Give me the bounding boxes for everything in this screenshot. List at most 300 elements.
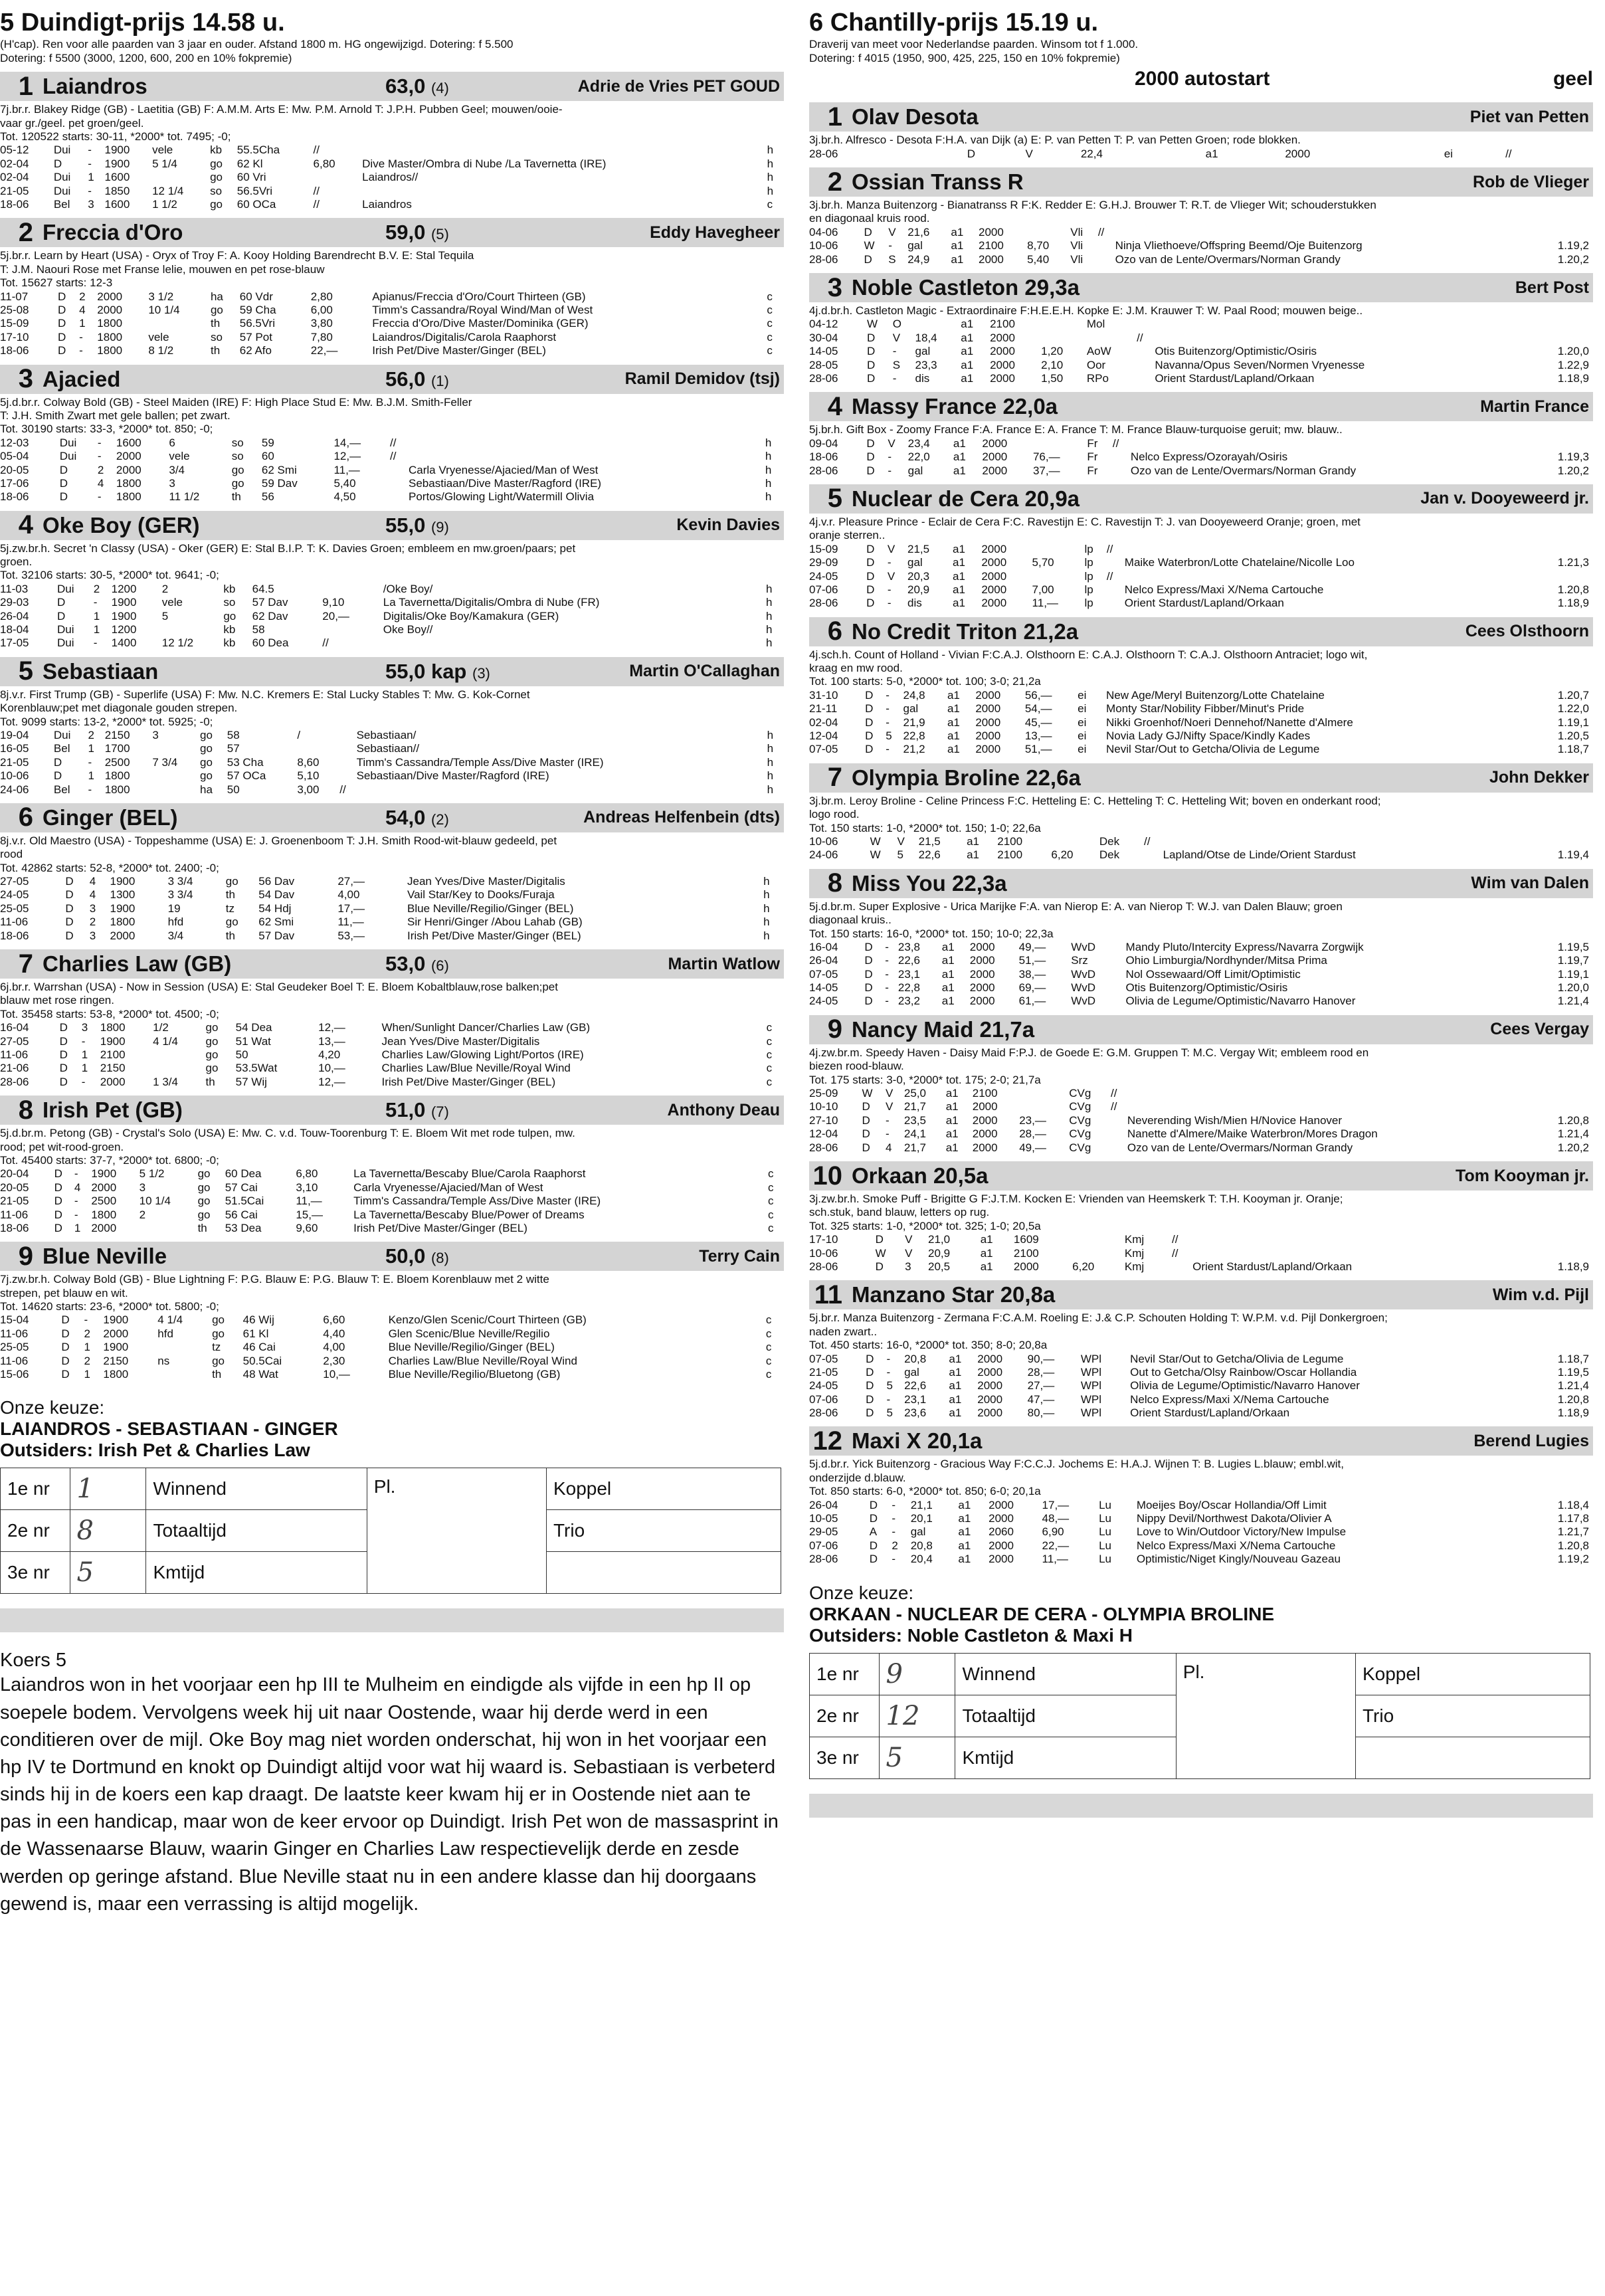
form-cell: 1.19,2: [1557, 239, 1589, 252]
form-cell: 1.18,9: [1557, 1406, 1589, 1420]
form-cell: h: [763, 915, 770, 929]
form-cell: a1: [949, 1392, 962, 1406]
horse-entry: [809, 617, 1593, 757]
form-cell: Lu: [1099, 1553, 1112, 1566]
form-cell: 30-04: [809, 331, 838, 344]
form-cell: 1900: [110, 902, 136, 915]
form-cell: a1: [941, 954, 955, 967]
form-cell: 1900: [103, 1313, 129, 1327]
form-cell: 2000: [982, 450, 1008, 464]
form-cell: 22,6: [918, 848, 941, 862]
form-cell: D: [866, 1365, 874, 1379]
form-cell: D: [53, 755, 62, 769]
form-cell: 15,—: [296, 1208, 323, 1221]
form-cell: S: [892, 358, 901, 371]
form-cell: 17-05: [0, 636, 29, 650]
form-cell: 59 Dav: [261, 476, 298, 490]
form-cell: W: [862, 1087, 873, 1100]
form-cell: a1: [945, 1141, 959, 1154]
form-cell: 17-10: [0, 330, 29, 343]
form-cell: 21,2: [903, 743, 925, 756]
form-cell: 60 OCa: [236, 198, 276, 211]
form-cell: 1.22,9: [1557, 358, 1589, 371]
form-cell: 2000: [972, 1113, 998, 1127]
form-cell: 2000: [1285, 147, 1311, 160]
choice-main: ORKAAN - NUCLEAR DE CERA - OLYMPIA BROLINE: [809, 1603, 1275, 1624]
form-cell: -: [886, 1352, 891, 1365]
form-cell: 2150: [100, 1062, 126, 1075]
form-cell: Charlies Law/Blue Neville/Royal Wind: [381, 1062, 571, 1075]
form-cell: Sebastiaan/: [356, 728, 417, 741]
horse-header: [809, 763, 1593, 793]
jockey-name: Adrie de Vries PET GOUD: [577, 76, 780, 96]
horse-description: [0, 688, 784, 729]
form-cell: 1.19,1: [1557, 967, 1589, 981]
form-cell: h: [763, 875, 770, 888]
form-cell: WvD: [1071, 995, 1096, 1008]
horse-weight: [385, 952, 449, 976]
form-cell: h: [765, 436, 772, 449]
bet-handwritten-entry[interactable]: 5: [879, 1737, 955, 1778]
bet-form: [0, 1468, 781, 1594]
form-cell: c: [767, 330, 773, 343]
form-cell: 1: [81, 1062, 88, 1075]
form-cell: 07-06: [809, 1539, 838, 1552]
form-row: [809, 1233, 1593, 1246]
form-cell: a1: [961, 345, 974, 358]
form-cell: 27-05: [0, 875, 29, 888]
form-row: [809, 464, 1593, 478]
form-cell: 11-07: [0, 290, 29, 303]
form-cell: 2000: [978, 252, 1004, 266]
form-cell: 20,8: [904, 1352, 927, 1365]
form-cell: a1: [941, 981, 955, 995]
form-cell: kb: [223, 623, 236, 636]
form-row: [809, 556, 1593, 569]
form-cell: 28-06: [809, 1260, 838, 1273]
form-cell: [1051, 835, 1099, 848]
bet-handwritten-entry[interactable]: 5: [70, 1552, 146, 1594]
form-cell: D: [54, 1195, 62, 1208]
form-cell: //: [1143, 834, 1151, 848]
description-line: Tot. 325 starts: 1-0, *2000* tot. 325; 1-0; 20,5a: [809, 1219, 1041, 1232]
form-cell: 3,10: [296, 1181, 318, 1194]
form-cell: 5,70: [1032, 556, 1054, 569]
form-row: [0, 1167, 784, 1181]
form-cell: c: [767, 198, 773, 211]
form-cell: -: [888, 464, 892, 477]
form-cell: 1600: [104, 171, 130, 184]
form-cell: 25-09: [809, 1087, 838, 1100]
form-cell: 19-04: [0, 728, 29, 741]
form-cell: 25-08: [0, 303, 29, 316]
bet-form: [809, 1653, 1590, 1779]
form-row: [0, 1208, 784, 1222]
form-cell: [1099, 689, 1106, 702]
horse-weight: [385, 367, 449, 391]
description-line: 6j.br.r. Warrshan (USA) - Now in Session (USA) E: Stal Geudeker Boel T: E. Bloem Kobaltblauw,rose balken;pet: [0, 981, 558, 994]
form-cell: 3: [152, 728, 159, 741]
form-cell: 1.19,7: [1557, 954, 1589, 967]
form-cell: D: [56, 609, 66, 622]
form-cell: [157, 1368, 212, 1381]
form-cell: 5: [886, 729, 892, 743]
form-table: [809, 1087, 1593, 1155]
form-cell: Monty Star/Nobility Fibber/Minut's Pride: [1106, 702, 1305, 716]
form-cell: [1107, 597, 1125, 610]
form-cell: La Tavernetta/Digitalis/Ombra di Nube (FR): [383, 596, 600, 609]
form-cell: gal: [907, 239, 923, 252]
form-cell: a1: [952, 556, 965, 569]
form-cell: 1 1/2: [152, 198, 177, 211]
form-cell: 11 1/2: [169, 490, 200, 504]
form-cell: [1119, 981, 1125, 995]
form-cell: gal: [904, 1365, 919, 1379]
horse-name: Ajacied: [43, 366, 121, 391]
form-table: [0, 144, 784, 211]
form-cell: 24-06: [809, 848, 838, 862]
form-cell: W: [870, 848, 881, 862]
description-line: 4j.sch.h. Count of Holland - Vivian F:C.A.J. Olsthoorn E: C.A.J. Olsthoorn T: C.A.J. Olsthoorn Antraciet; logo wit,: [809, 648, 1368, 661]
form-cell: 1800: [97, 344, 123, 357]
form-cell: -: [97, 436, 102, 449]
form-cell: 1400: [111, 636, 137, 650]
description-line: Tot. 15627 starts: 12-3: [0, 276, 113, 290]
form-cell: lp: [1084, 542, 1093, 555]
form-cell: Nol Ossewaard/Off Limit/Optimistic: [1125, 967, 1301, 981]
form-cell: c: [765, 1368, 772, 1381]
form-cell: h: [767, 144, 774, 157]
bet-handwritten-entry[interactable]: 9: [879, 1653, 955, 1695]
form-cell: //: [1106, 542, 1113, 555]
description-line: Tot. 30190 starts: 33-3, *2000* tot. 850; -0;: [0, 423, 213, 436]
start-position: (3): [472, 664, 490, 682]
jockey-name: Cees Vergay: [1490, 1020, 1589, 1039]
form-cell: [1555, 147, 1574, 161]
horse-weight: [385, 1244, 449, 1268]
form-row: [0, 1313, 784, 1327]
form-cell: -: [88, 184, 92, 197]
horse-number: 9: [827, 1014, 842, 1044]
form-cell: lp: [1084, 569, 1093, 583]
form-cell: [1098, 239, 1115, 252]
form-cell: 11,—: [337, 915, 364, 929]
form-table: [809, 1499, 1593, 1567]
horse-entry: [0, 218, 784, 357]
race-title: 5 Duindigt-prijs 14.58 u.: [0, 9, 285, 37]
bet-handwritten-entry[interactable]: 12: [879, 1695, 955, 1737]
form-cell: Bel: [53, 742, 70, 755]
form-cell: 24-05: [0, 888, 29, 902]
weight-value: 50,0: [385, 1244, 426, 1268]
weight-value: 59,0: [385, 221, 426, 244]
form-cell: 4 1/4: [153, 1034, 178, 1048]
form-cell: 4,00: [323, 1341, 345, 1354]
form-cell: c: [766, 1062, 773, 1075]
form-cell: D: [59, 1075, 68, 1088]
form-cell: Out to Getcha/Olsy Rainbow/Oscar Hollandia: [1130, 1365, 1357, 1379]
form-row: [809, 1087, 1593, 1100]
form-cell: 10-10: [809, 1100, 838, 1113]
form-cell: Dui: [53, 144, 71, 157]
form-cell: [1527, 835, 1593, 848]
jockey-name: Bert Post: [1515, 278, 1589, 297]
form-cell: go: [212, 1354, 225, 1367]
bet-handwritten-entry[interactable]: 1: [70, 1468, 146, 1510]
form-cell: [399, 915, 407, 929]
form-cell: 18-06: [0, 344, 29, 357]
form-cell: [1107, 583, 1125, 597]
form-cell: a1: [961, 331, 974, 344]
form-cell: [1119, 968, 1125, 981]
form-cell: [1531, 543, 1593, 556]
form-cell: so: [210, 184, 223, 197]
form-cell: 2000: [990, 358, 1015, 371]
form-row: [0, 1035, 784, 1048]
form-cell: //: [313, 198, 320, 211]
form-cell: h: [766, 582, 773, 595]
form-cell: 1200: [111, 582, 137, 595]
form-cell: kb: [210, 144, 223, 157]
form-cell: 1.20,8: [1557, 1392, 1589, 1406]
form-cell: 2000: [103, 1327, 129, 1340]
description-line: Tot. 150 starts: 1-0, *2000* tot. 150; 1-0; 22,6a: [809, 821, 1041, 834]
form-row: [809, 1512, 1593, 1525]
form-cell: 21-05: [0, 1195, 29, 1208]
form-cell: 23,3: [915, 358, 937, 371]
horse-number: 6: [18, 803, 33, 832]
form-cell: 1900: [100, 1034, 126, 1048]
description-line: rood: [0, 848, 23, 861]
form-cell: D: [57, 344, 66, 357]
form-cell: a1: [967, 834, 979, 848]
form-cell: 14-05: [809, 981, 838, 995]
form-row: [809, 437, 1593, 450]
form-cell: Irish Pet/Dive Master/Ginger (BEL): [381, 1075, 556, 1088]
horse-entry: [809, 167, 1593, 266]
form-cell: V: [885, 1087, 894, 1100]
form-cell: [362, 185, 767, 198]
form-cell: //: [1111, 1100, 1117, 1113]
form-cell: 28,—: [1019, 1127, 1046, 1141]
form-cell: 1.20,8: [1557, 1539, 1589, 1552]
form-row: [809, 689, 1593, 702]
form-cell: tz: [212, 1341, 221, 1354]
form-cell: vele: [169, 450, 190, 463]
form-cell: 76,—: [1032, 450, 1060, 464]
form-cell: -: [93, 596, 98, 609]
jockey-name: Cees Olsthoorn: [1465, 622, 1589, 641]
form-cell: [1099, 729, 1106, 743]
form-cell: Nelco Express/Ozorayah/Osiris: [1130, 450, 1288, 464]
horse-description: [809, 304, 1593, 318]
bet-row-label: 2e nr: [810, 1695, 880, 1737]
form-cell: 1.20,8: [1557, 583, 1589, 596]
form-cell: [381, 1355, 388, 1368]
form-cell: 69,—: [1018, 981, 1046, 995]
form-cell: a1: [947, 702, 960, 716]
form-cell: 5 1/2: [139, 1167, 165, 1181]
form-cell: Nanette d'Almere/Maike Waterbron/Mores Dragon: [1127, 1127, 1378, 1141]
form-cell: 10,—: [318, 1062, 345, 1075]
form-cell: Optimistic/Niget Kingly/Nouveau Gazeau: [1136, 1553, 1341, 1566]
form-table: [809, 147, 1593, 161]
form-cell: 1.20,0: [1557, 981, 1589, 995]
form-cell: 1,20: [1041, 345, 1064, 358]
form-cell: h: [767, 171, 774, 184]
form-row: [0, 198, 784, 211]
form-cell: 15-06: [0, 1368, 29, 1381]
description-line: 4j.v.r. Pleasure Prince - Eclair de Cera F:C. Ravestijn E: C. Ravestijn T: J. van Dooyeweerd Oranje; groen, met: [809, 515, 1361, 528]
form-cell: //: [339, 783, 346, 796]
form-row: [809, 570, 1593, 583]
horse-header: [0, 365, 784, 394]
form-cell: D: [56, 596, 66, 609]
form-cell: [297, 742, 339, 755]
form-cell: 21,0: [927, 1233, 951, 1246]
form-cell: 1.21,7: [1557, 1525, 1589, 1539]
form-row: [0, 144, 784, 157]
form-cell: 2000: [975, 702, 1001, 716]
form-cell: [383, 636, 766, 650]
horse-entry: [0, 949, 784, 1089]
form-cell: h: [767, 755, 774, 769]
form-cell: dis: [907, 597, 922, 610]
form-cell: 1.18,4: [1557, 1498, 1589, 1511]
horse-description: [0, 103, 784, 144]
form-cell: D: [864, 981, 873, 995]
description-line: logo rood.: [809, 808, 860, 821]
horse-description: [0, 1127, 784, 1167]
form-cell: Jean Yves/Dive Master/Digitalis: [381, 1034, 540, 1048]
form-row: [809, 543, 1593, 556]
form-cell: [365, 304, 373, 317]
horse-header: [809, 167, 1593, 197]
form-cell: Dui: [59, 450, 77, 463]
horse-number: 6: [827, 617, 842, 646]
form-cell: [1125, 570, 1532, 583]
horse-header: [0, 803, 784, 832]
horse-weight: [385, 806, 449, 830]
form-cell: 53,—: [337, 929, 365, 942]
form-cell: CVg: [1069, 1113, 1091, 1127]
form-cell: ha: [210, 290, 223, 303]
form-cell: [1123, 1366, 1130, 1379]
form-cell: so: [231, 436, 244, 449]
form-cell: 59: [261, 436, 274, 449]
form-cell: [376, 623, 383, 636]
horse-name: Orkaan 20,5a: [852, 1163, 989, 1188]
form-cell: 11-06: [0, 1208, 29, 1221]
form-cell: 2000: [100, 1075, 126, 1088]
form-cell: V: [905, 1246, 913, 1260]
form-cell: 54 Dea: [235, 1021, 272, 1034]
form-cell: 7 3/4: [152, 755, 178, 769]
form-cell: [1113, 450, 1131, 464]
form-cell: -: [892, 1498, 896, 1511]
form-cell: 20-04: [0, 1167, 29, 1181]
form-table: [809, 1353, 1593, 1420]
form-cell: 58: [227, 728, 240, 741]
form-cell: Sebastiaan/Dive Master/Ragford (IRE): [409, 476, 602, 490]
description-line: 5j.d.br.r. Yick Buitenzorg - Gracious Way F:C.C.J. Jochems E: H.A.J. Wijnen T: B. Lugies L.blauw; embl.wit,: [809, 1458, 1344, 1471]
form-cell: 13,—: [1024, 729, 1052, 743]
form-cell: 25-05: [0, 902, 29, 915]
form-cell: Orient Stardust/Lapland/Orkaan: [1124, 597, 1284, 610]
form-cell: 50: [235, 1048, 248, 1061]
horse-number: 7: [827, 763, 842, 793]
description-line: Tot. 42862 starts: 52-8, *2000* tot. 2400; -0;: [0, 861, 219, 874]
form-cell: V: [1025, 147, 1033, 160]
form-cell: 28-06: [0, 1075, 29, 1088]
form-cell: a1: [941, 995, 955, 1008]
form-cell: 45,—: [1024, 716, 1052, 729]
weight-value: 53,0: [385, 952, 426, 976]
form-cell: [1531, 332, 1593, 345]
form-cell: 21-05: [0, 184, 29, 197]
form-cell: Otis Buitenzorg/Optimistic/Osiris: [1155, 345, 1317, 358]
horse-number: 4: [827, 391, 842, 421]
horse-header: [0, 1096, 784, 1125]
horse-header: [0, 72, 784, 101]
horse-description: [809, 795, 1593, 835]
form-row: [809, 702, 1593, 716]
jockey-name: Wim van Dalen: [1471, 874, 1589, 893]
form-table: [0, 1313, 784, 1381]
jockey-name: Kevin Davies: [676, 516, 780, 535]
form-cell: V: [887, 569, 896, 583]
form-cell: O: [892, 318, 901, 331]
form-cell: 51,—: [1024, 743, 1052, 756]
form-cell: lp: [1084, 556, 1093, 569]
form-cell: D: [59, 1048, 68, 1061]
form-cell: D: [59, 490, 68, 504]
form-cell: Oke Boy//: [383, 623, 433, 636]
form-cell: D: [864, 954, 873, 967]
start-position: (7): [430, 1103, 449, 1121]
form-table: [0, 583, 784, 650]
form-cell: [322, 623, 376, 636]
form-cell: Ninja Vliethoeve/Offspring Beemd/Oje Buitenzorg: [1115, 239, 1363, 252]
weight-value: 51,0: [385, 1098, 426, 1122]
horse-name: Nancy Maid 21,7a: [852, 1016, 1035, 1042]
bet-handwritten-entry[interactable]: 8: [70, 1510, 146, 1552]
form-row: [809, 981, 1593, 995]
form-cell: Dui: [53, 728, 71, 741]
form-cell: 20,4: [910, 1553, 933, 1566]
form-cell: 19: [167, 902, 181, 915]
form-cell: [1033, 437, 1087, 450]
form-cell: [152, 171, 210, 184]
form-cell: 10 1/4: [139, 1195, 171, 1208]
form-cell: Timm's Cassandra/Temple Ass/Dive Master (IRE): [353, 1195, 601, 1208]
horse-header: [809, 1161, 1593, 1191]
form-cell: Lu: [1099, 1498, 1112, 1511]
form-cell: go: [210, 198, 223, 211]
horse-name: Miss You 22,3a: [852, 870, 1007, 896]
form-cell: c: [767, 1181, 774, 1194]
form-cell: [1119, 954, 1125, 967]
weight-value: 54,0: [385, 805, 426, 829]
form-cell: 1.21,4: [1557, 995, 1589, 1008]
form-cell: [1137, 359, 1155, 372]
form-cell: [1127, 1100, 1536, 1113]
form-cell: a1: [958, 1553, 971, 1566]
horse-description: [0, 542, 784, 583]
form-cell: //: [1171, 1246, 1179, 1260]
form-row: [0, 742, 784, 755]
form-cell: 2,10: [1041, 358, 1064, 371]
